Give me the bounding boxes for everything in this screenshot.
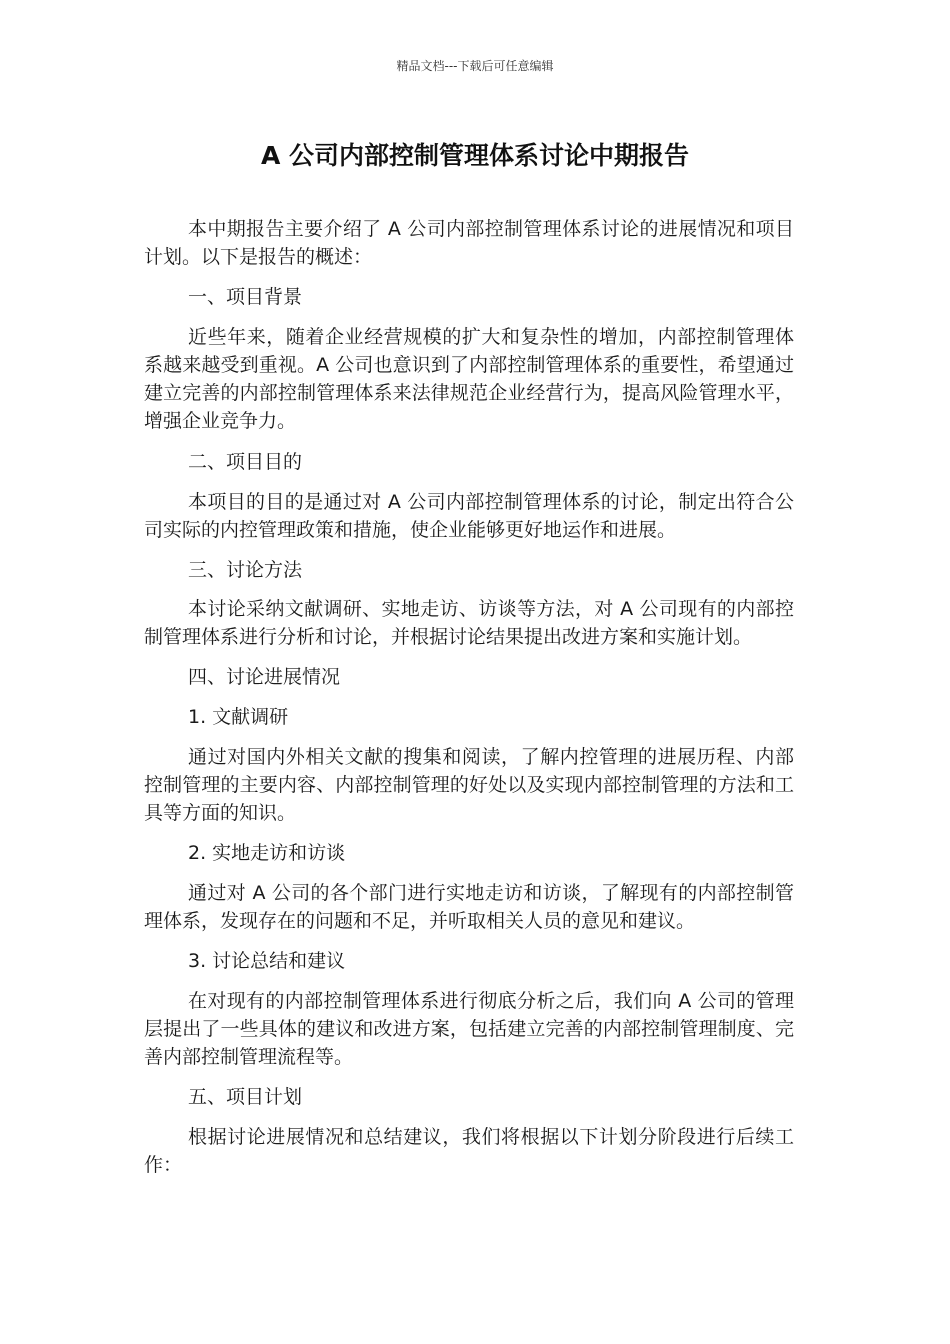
subsection-text-visits: 通过对 A 公司的各个部门进行实地走访和访谈，了解现有的内部控制管理体系，发现存在的问题和不足，并听取相关人员的意见和建议。	[144, 882, 794, 932]
section-text-plan: 根据讨论进展情况和总结建议，我们将根据以下计划分阶段进行后续工作：	[144, 1126, 794, 1176]
section-heading-background: 一、项目背景	[188, 286, 303, 308]
subsection-text-summary: 在对现有的内部控制管理体系进行彻底分析之后，我们向 A 公司的管理层提出了一些具体的建议和改进方案，包括建立完善的内部控制管理制度、完善内部控制管理流程等。	[144, 990, 794, 1068]
intro-paragraph: 本中期报告主要介绍了 A 公司内部控制管理体系讨论的进展情况和项目计划。以下是报告的概述：	[144, 218, 794, 268]
section-heading-progress: 四、讨论进展情况	[188, 666, 341, 688]
subsection-heading-summary: 3. 讨论总结和建议	[188, 950, 346, 972]
section-text-purpose: 本项目的目的是通过对 A 公司内部控制管理体系的讨论，制定出符合公司实际的内控管理政策和措施，使企业能够更好地运作和进展。	[144, 491, 794, 541]
document-body	[144, 215, 794, 1179]
section-text-background: 近些年来，随着企业经营规模的扩大和复杂性的增加，内部控制管理体系越来越受到重视。A 公司也意识到了内部控制管理体系的重要性，希望通过建立完善的内部控制管理体系来法律规范企业经营行为，提高风险管理水平，增强企业竞争力。	[144, 326, 794, 432]
section-text-method: 本讨论采纳文献调研、实地走访、访谈等方法，对 A 公司现有的内部控制管理体系进行分析和讨论，并根据讨论结果提出改进方案和实施计划。	[144, 598, 794, 648]
section-heading-plan: 五、项目计划	[188, 1086, 303, 1108]
subsection-heading-literature: 1. 文献调研	[188, 706, 289, 728]
page-header: 精品文档---下载后可任意编辑	[396, 59, 554, 73]
section-heading-purpose: 二、项目目的	[188, 451, 303, 473]
document-title: A 公司内部控制管理体系讨论中期报告	[260, 141, 690, 170]
subsection-text-literature: 通过对国内外相关文献的搜集和阅读，了解内控管理的进展历程、内部控制管理的主要内容、内部控制管理的好处以及实现内部控制管理的方法和工具等方面的知识。	[144, 746, 794, 824]
subsection-heading-visits: 2. 实地走访和访谈	[188, 842, 346, 864]
section-heading-method: 三、讨论方法	[188, 559, 303, 581]
